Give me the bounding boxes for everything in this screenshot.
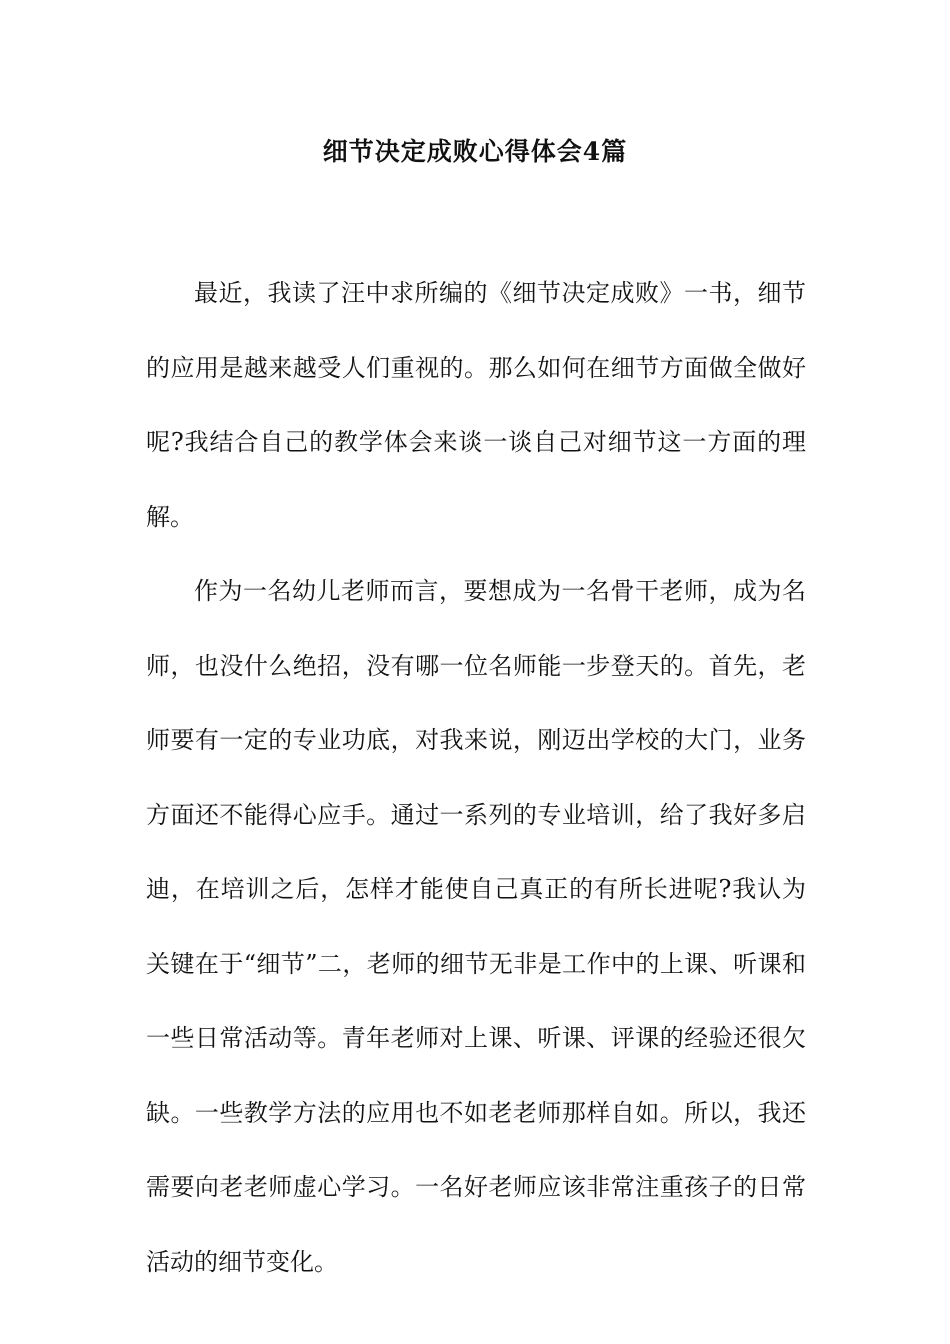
document-title: 细节决定成败心得体会4篇 [322,137,628,166]
paragraph-2: 作为一名幼儿老师而言，要想成为一名骨干老师，成为名师，也没什么绝招，没有哪一位名师能一步登天的。首先，老师要有一定的专业功底，对我来说，刚迈出学校的大门，业务方面还不能得心应手。通过一系列的专业培训，给了我好多启迪，在培训之后，怎样才能使自己真正的有所长进呢?我认为关键在于“细节”二，老师的细节无非是工作中的上课、听课和一些日常活动等。青年老师对上课、听课、评课的经验还很欠缺。一些教学方法的应用也不如老老师那样自如。所以，我还需要向老老师虚心学习。一名好老师应该非常注重孩子的日常活动的细节变化。 [146,577,806,1276]
paragraph-1: 最近，我读了汪中求所编的《细节决定成败》一书，细节的应用是越来越受人们重视的。那么如何在细节方面做全做好呢?我结合自己的教学体会来谈一谈自己对细节这一方面的理解。 [146,279,806,531]
document-body [146,256,806,1299]
